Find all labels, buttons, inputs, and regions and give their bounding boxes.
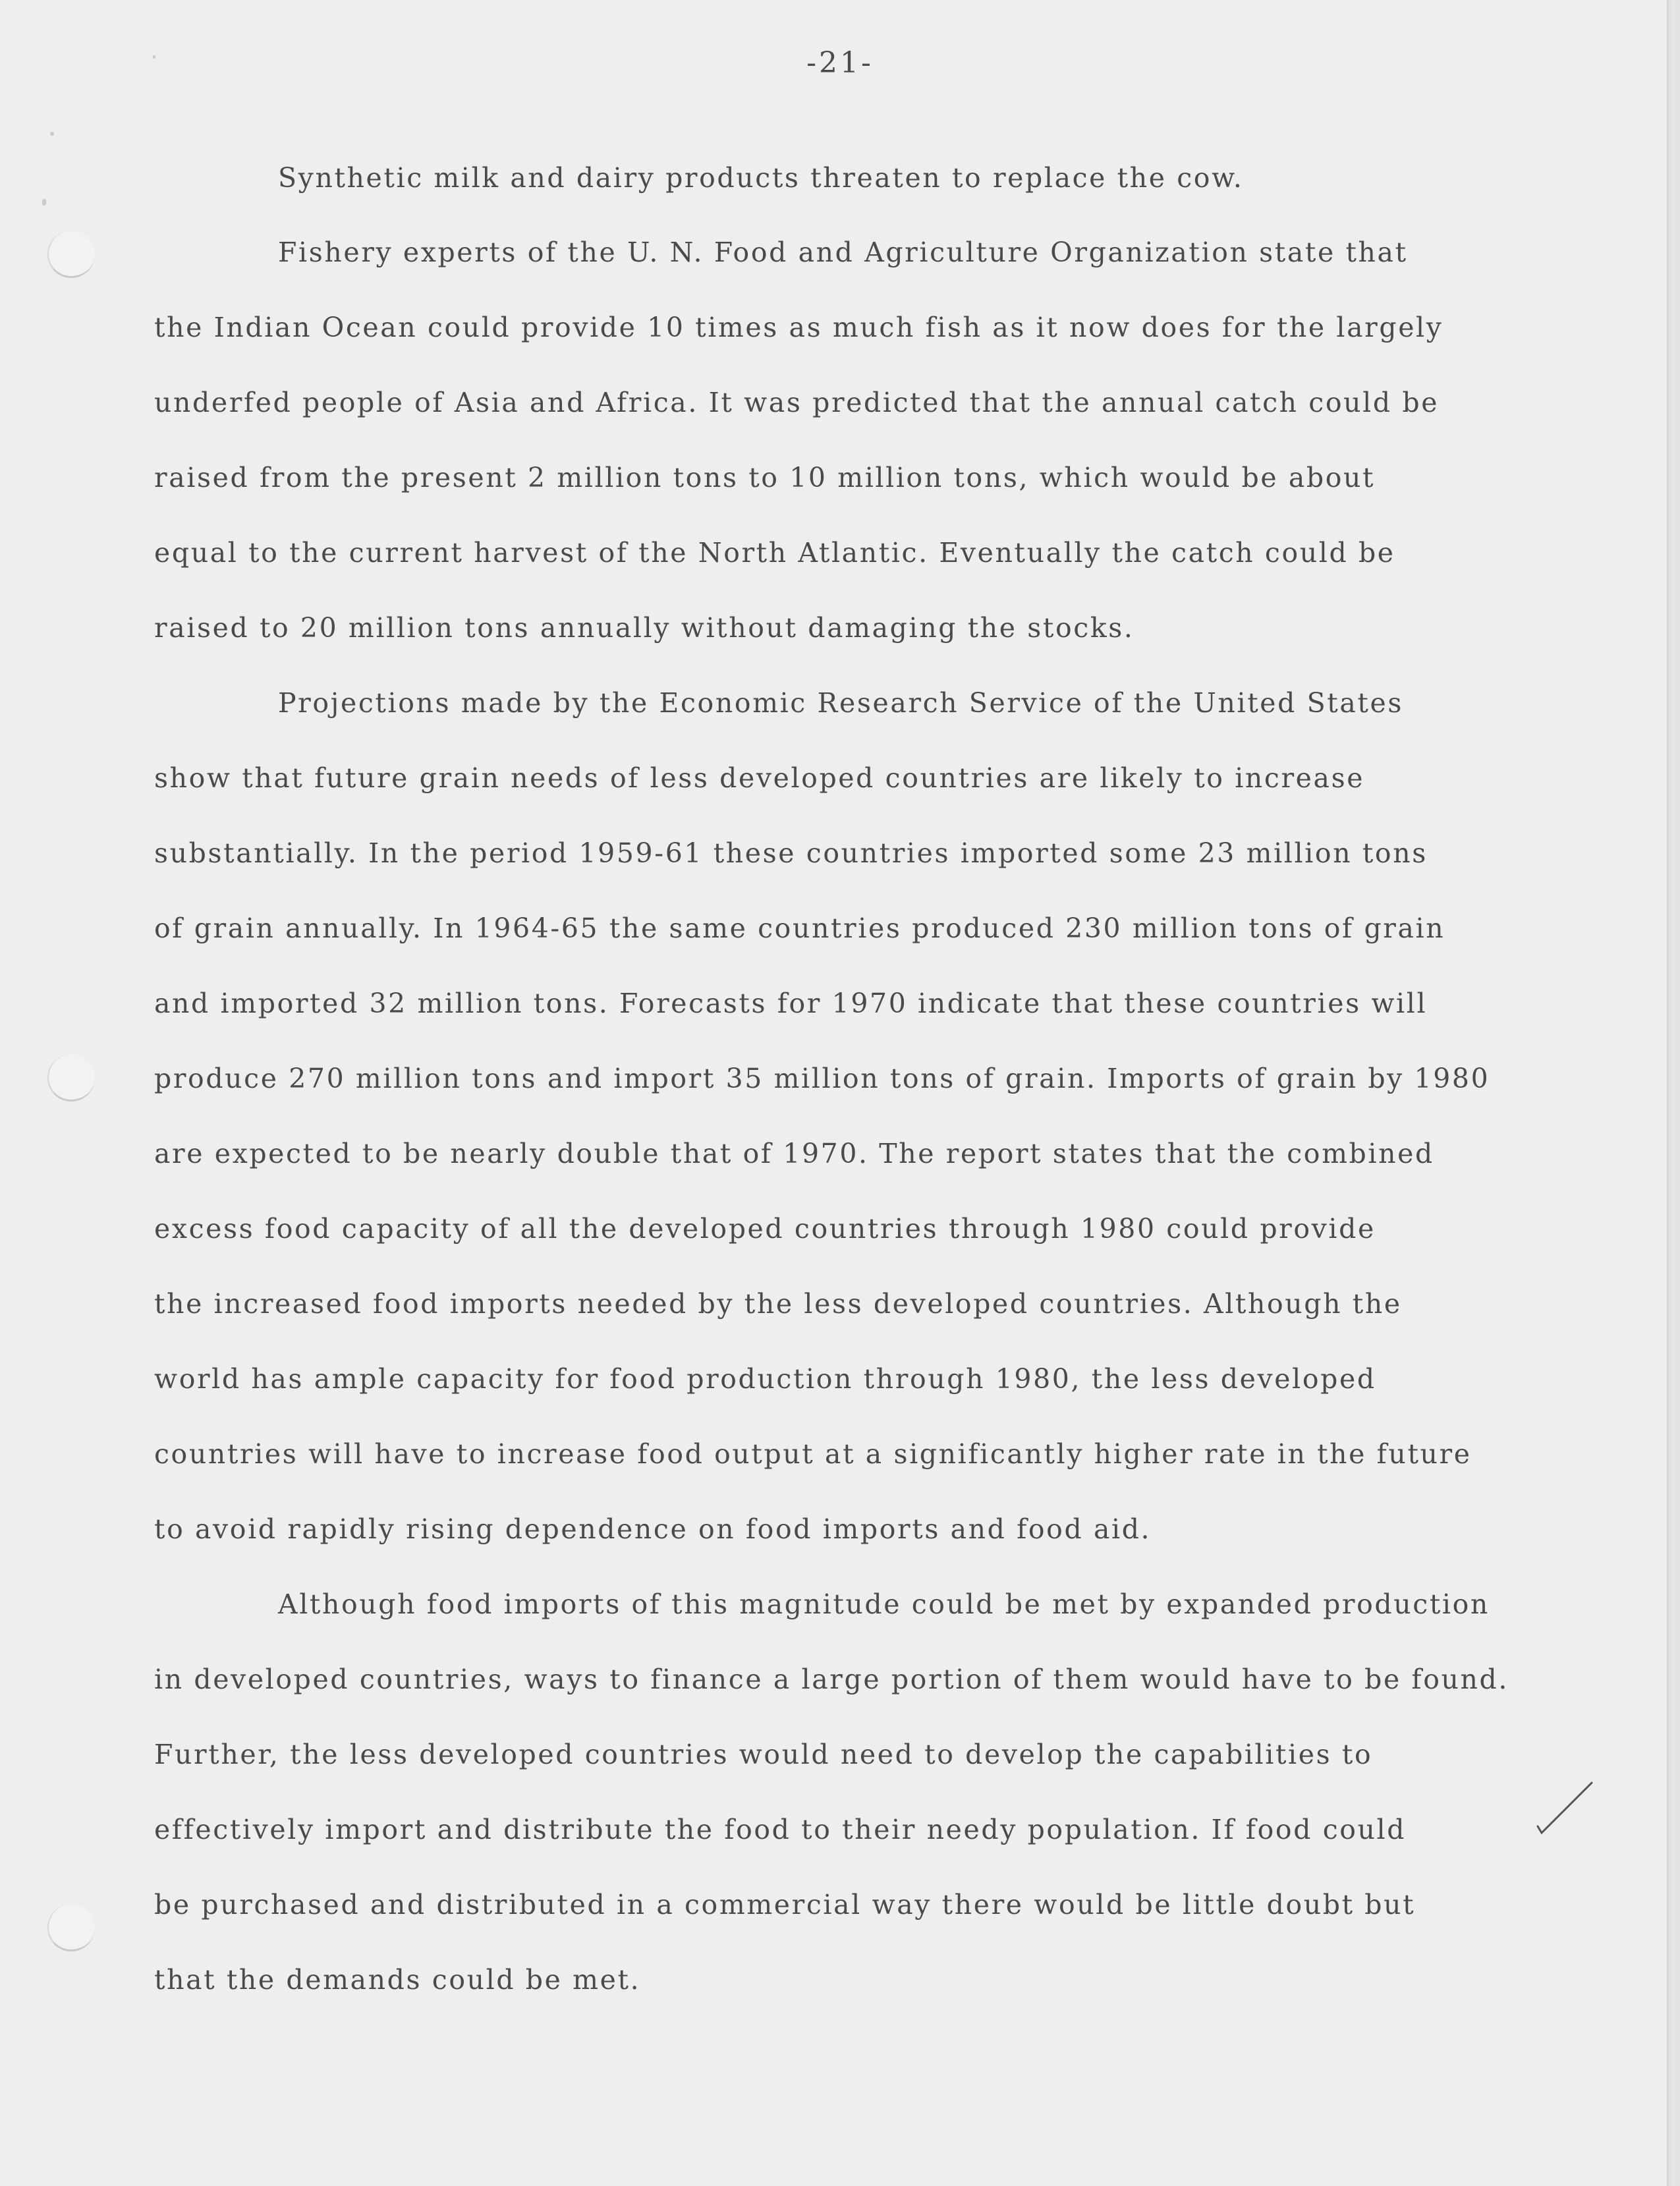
punch-hole-top <box>47 231 95 278</box>
punch-hole-bottom <box>47 1904 95 1951</box>
text-line: underfed people of Asia and Africa. It was predicted that the annual catch could be <box>154 387 1440 418</box>
text-line: to avoid rapidly rising dependence on food imports and food aid. <box>154 1513 1152 1545</box>
text-line: equal to the current harvest of the North Atlantic. Eventually the catch could be <box>154 537 1395 569</box>
text-line: substantially. In the period 1959-61 these countries imported some 23 million tons <box>154 837 1428 869</box>
text-line: raised from the present 2 million tons to 10 million tons, which would be about <box>154 462 1376 493</box>
text-line: Further, the less developed countries would need to develop the capabilities to <box>154 1739 1373 1770</box>
text-line: in developed countries, ways to finance a large portion of them would have to be found. <box>154 1664 1509 1695</box>
text-line: of grain annually. In 1964-65 the same countries produced 230 million tons of grain <box>154 912 1445 944</box>
text-line: effectively import and distribute the food to their needy population. If food could <box>154 1814 1407 1845</box>
text-line: raised to 20 million tons annually without damaging the stocks. <box>154 612 1134 644</box>
text-line: Synthetic milk and dairy products threaten to replace the cow. <box>278 162 1244 194</box>
page-edge-shadow <box>1667 0 1680 2186</box>
text-line: the increased food imports needed by the less developed countries. Although the <box>154 1288 1402 1320</box>
punch-hole-middle <box>47 1054 95 1102</box>
text-line: be purchased and distributed in a commercial way there would be little doubt but <box>154 1889 1416 1920</box>
text-line: the Indian Ocean could provide 10 times as much fish as it now does for the largely <box>154 312 1443 343</box>
text-line: are expected to be nearly double that of 1970. The report states that the combined <box>154 1138 1434 1169</box>
text-line: produce 270 million tons and import 35 million tons of grain. Imports of grain by 1980 <box>154 1063 1490 1094</box>
scan-speck <box>50 132 54 136</box>
scan-speck <box>153 55 155 59</box>
text-line: that the demands could be met. <box>154 1964 641 1996</box>
page-number: -21- <box>806 46 874 80</box>
text-line: excess food capacity of all the developed countries through 1980 could provide <box>154 1213 1376 1245</box>
text-line: world has ample capacity for food production through 1980, the less developed <box>154 1363 1376 1395</box>
checkmark-icon <box>1535 1779 1594 1838</box>
text-line: countries will have to increase food output at a significantly higher rate in the future <box>154 1438 1472 1470</box>
text-line: show that future grain needs of less developed countries are likely to increase <box>154 762 1365 794</box>
text-line: Although food imports of this magnitude could be met by expanded production <box>278 1588 1490 1620</box>
text-line: Fishery experts of the U. N. Food and Agriculture Organization state that <box>278 237 1408 268</box>
text-line: Projections made by the Economic Research Service of the United States <box>278 687 1404 719</box>
scan-speck <box>42 199 46 206</box>
text-line: and imported 32 million tons. Forecasts for 1970 indicate that these countries will <box>154 988 1428 1019</box>
